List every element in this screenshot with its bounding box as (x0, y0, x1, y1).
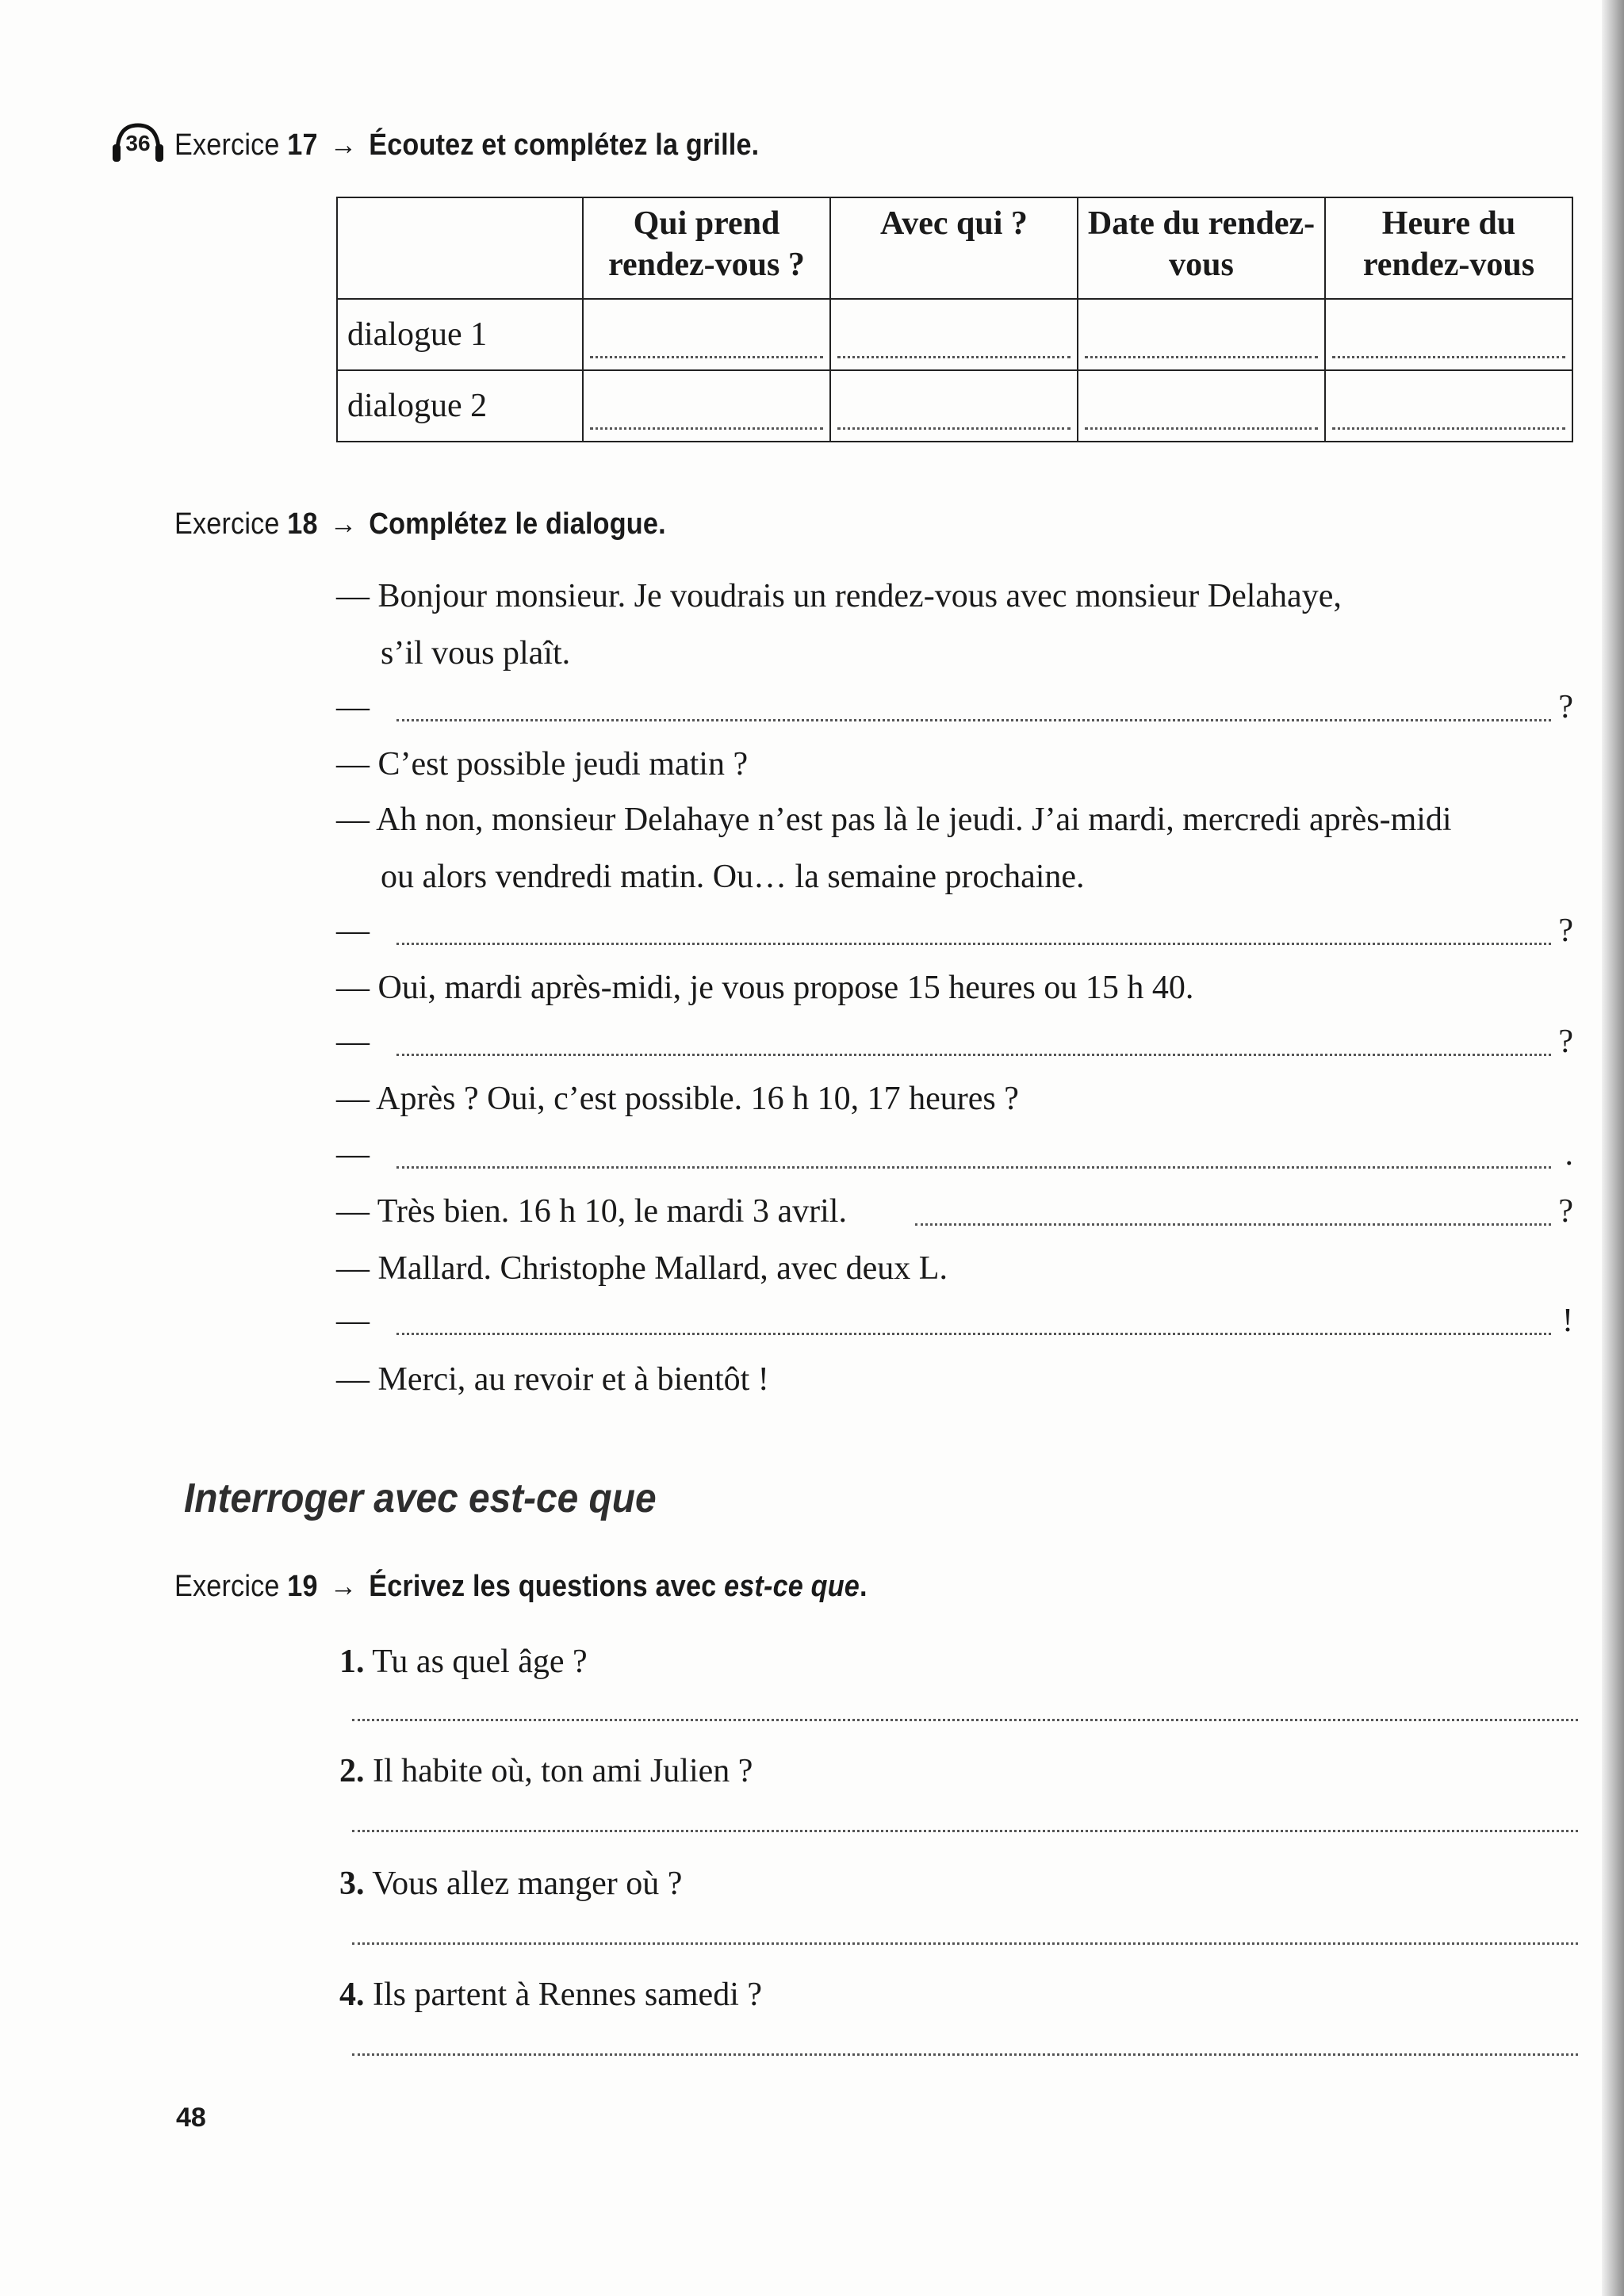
exercise-17-heading (174, 128, 759, 163)
dialogue-line: s’il vous plaît. (381, 635, 571, 672)
exercise-label: Exercice (174, 128, 280, 162)
line-end-punct: ? (1558, 913, 1573, 949)
question-number: 1. (339, 1644, 365, 1680)
dash: — (336, 1136, 370, 1173)
row-label: dialogue 2 (337, 370, 583, 442)
dash: — (336, 1303, 370, 1339)
answer-grid (336, 197, 1573, 442)
dialogue-fill-line[interactable] (336, 912, 1573, 951)
exercise-label: Exercice (174, 507, 280, 541)
answer-line[interactable] (352, 1719, 1578, 1721)
dash: — (336, 1024, 370, 1060)
dialogue-fill-line[interactable] (336, 1135, 1573, 1175)
exercise-instruction: Écrivez les questions avec (369, 1570, 725, 1603)
grid-header-date: Date du rendez-vous (1078, 197, 1325, 299)
line-end-punct: ? (1558, 689, 1573, 725)
book-spine-shadow (1602, 0, 1624, 2296)
question-item (339, 1643, 588, 1681)
page-number: 48 (176, 2103, 206, 2133)
exercise-label: Exercice (174, 1570, 280, 1603)
section-title: Interroger avec est-ce que (184, 1475, 657, 1521)
dialogue-line: — Très bien. 16 h 10, le mardi 3 avril. (336, 1193, 847, 1230)
dialogue-fill-line[interactable] (336, 688, 1573, 728)
dialogue-line: — Bonjour monsieur. Je voudrais un rendez-vous avec monsieur Delahaye, (336, 578, 1342, 614)
arrow-icon: → (329, 1570, 358, 1603)
answer-line[interactable] (352, 1942, 1578, 1945)
question-text: Tu as quel âge ? (372, 1644, 588, 1680)
answer-line[interactable] (352, 2053, 1578, 2056)
line-end-punct: ? (1558, 1024, 1573, 1060)
dialogue-line: ou alors vendredi matin. Ou… la semaine prochaine. (381, 859, 1085, 895)
dash: — (336, 913, 370, 949)
question-item (339, 1752, 753, 1790)
grid-header-heure: Heure du rendez-vous (1325, 197, 1572, 299)
table-row (337, 370, 1572, 442)
exercise-number: 17 (287, 128, 318, 162)
answer-cell[interactable] (583, 299, 830, 370)
dash: — (336, 689, 370, 725)
dialogue-line-with-fill[interactable] (336, 1192, 1573, 1232)
line-end-punct: ? (1558, 1193, 1573, 1230)
dialogue-fill-line[interactable] (336, 1302, 1573, 1341)
arrow-icon: → (329, 507, 358, 541)
answer-cell[interactable] (1325, 370, 1572, 442)
exercise-18-heading (174, 507, 666, 541)
dialogue-line: — Ah non, monsieur Delahaye n’est pas là le jeudi. J’ai mardi, mercredi après-midi (336, 802, 1452, 838)
answer-cell[interactable] (1325, 299, 1572, 370)
arrow-icon: → (329, 128, 358, 162)
dialogue-line: — Mallard. Christophe Mallard, avec deux L. (336, 1250, 948, 1287)
dialogue-line: — C’est possible jeudi matin ? (336, 746, 749, 783)
dialogue-fill-line[interactable] (336, 1023, 1573, 1062)
answer-cell[interactable] (1078, 370, 1325, 442)
answer-line[interactable] (352, 1830, 1578, 1832)
exercise-number: 19 (287, 1570, 318, 1603)
exercise-19-heading (174, 1570, 868, 1604)
exercise-instruction: Complétez le dialogue. (369, 507, 666, 541)
exercise-instruction-end: . (860, 1570, 868, 1603)
answer-cell[interactable] (583, 370, 830, 442)
audio-track-number: 36 (125, 131, 151, 155)
question-text: Ils partent à Rennes samedi ? (373, 1976, 762, 2013)
answer-cell[interactable] (830, 299, 1078, 370)
question-item (339, 1976, 762, 2014)
question-text: Il habite où, ton ami Julien ? (373, 1753, 753, 1789)
dialogue-line: — Oui, mardi après-midi, je vous propose 15 heures ou 15 h 40. (336, 970, 1194, 1006)
answer-cell[interactable] (1078, 299, 1325, 370)
grid-header-avec: Avec qui ? (830, 197, 1078, 299)
grid-header-empty (337, 197, 583, 299)
dialogue-line: — Merci, au revoir et à bientôt ! (336, 1361, 769, 1398)
question-number: 4. (339, 1976, 365, 2013)
question-text: Vous allez manger où ? (372, 1866, 683, 1902)
grid-header-qui: Qui prend rendez-vous ? (583, 197, 830, 299)
row-label: dialogue 1 (337, 299, 583, 370)
dialogue-line: — Après ? Oui, c’est possible. 16 h 10, 17 heures ? (336, 1081, 1019, 1117)
headphones-icon[interactable] (111, 121, 165, 166)
question-item (339, 1865, 682, 1903)
exercise-number: 18 (287, 507, 318, 541)
exercise-instruction-emphasis: est-ce que (724, 1570, 860, 1603)
question-number: 3. (339, 1866, 365, 1902)
line-end-punct: . (1565, 1136, 1573, 1173)
question-number: 2. (339, 1753, 365, 1789)
line-end-punct: ! (1562, 1303, 1573, 1339)
answer-cell[interactable] (830, 370, 1078, 442)
exercise-instruction: Écoutez et complétez la grille. (369, 128, 760, 162)
table-row (337, 299, 1572, 370)
grid-header-row (337, 197, 1572, 299)
